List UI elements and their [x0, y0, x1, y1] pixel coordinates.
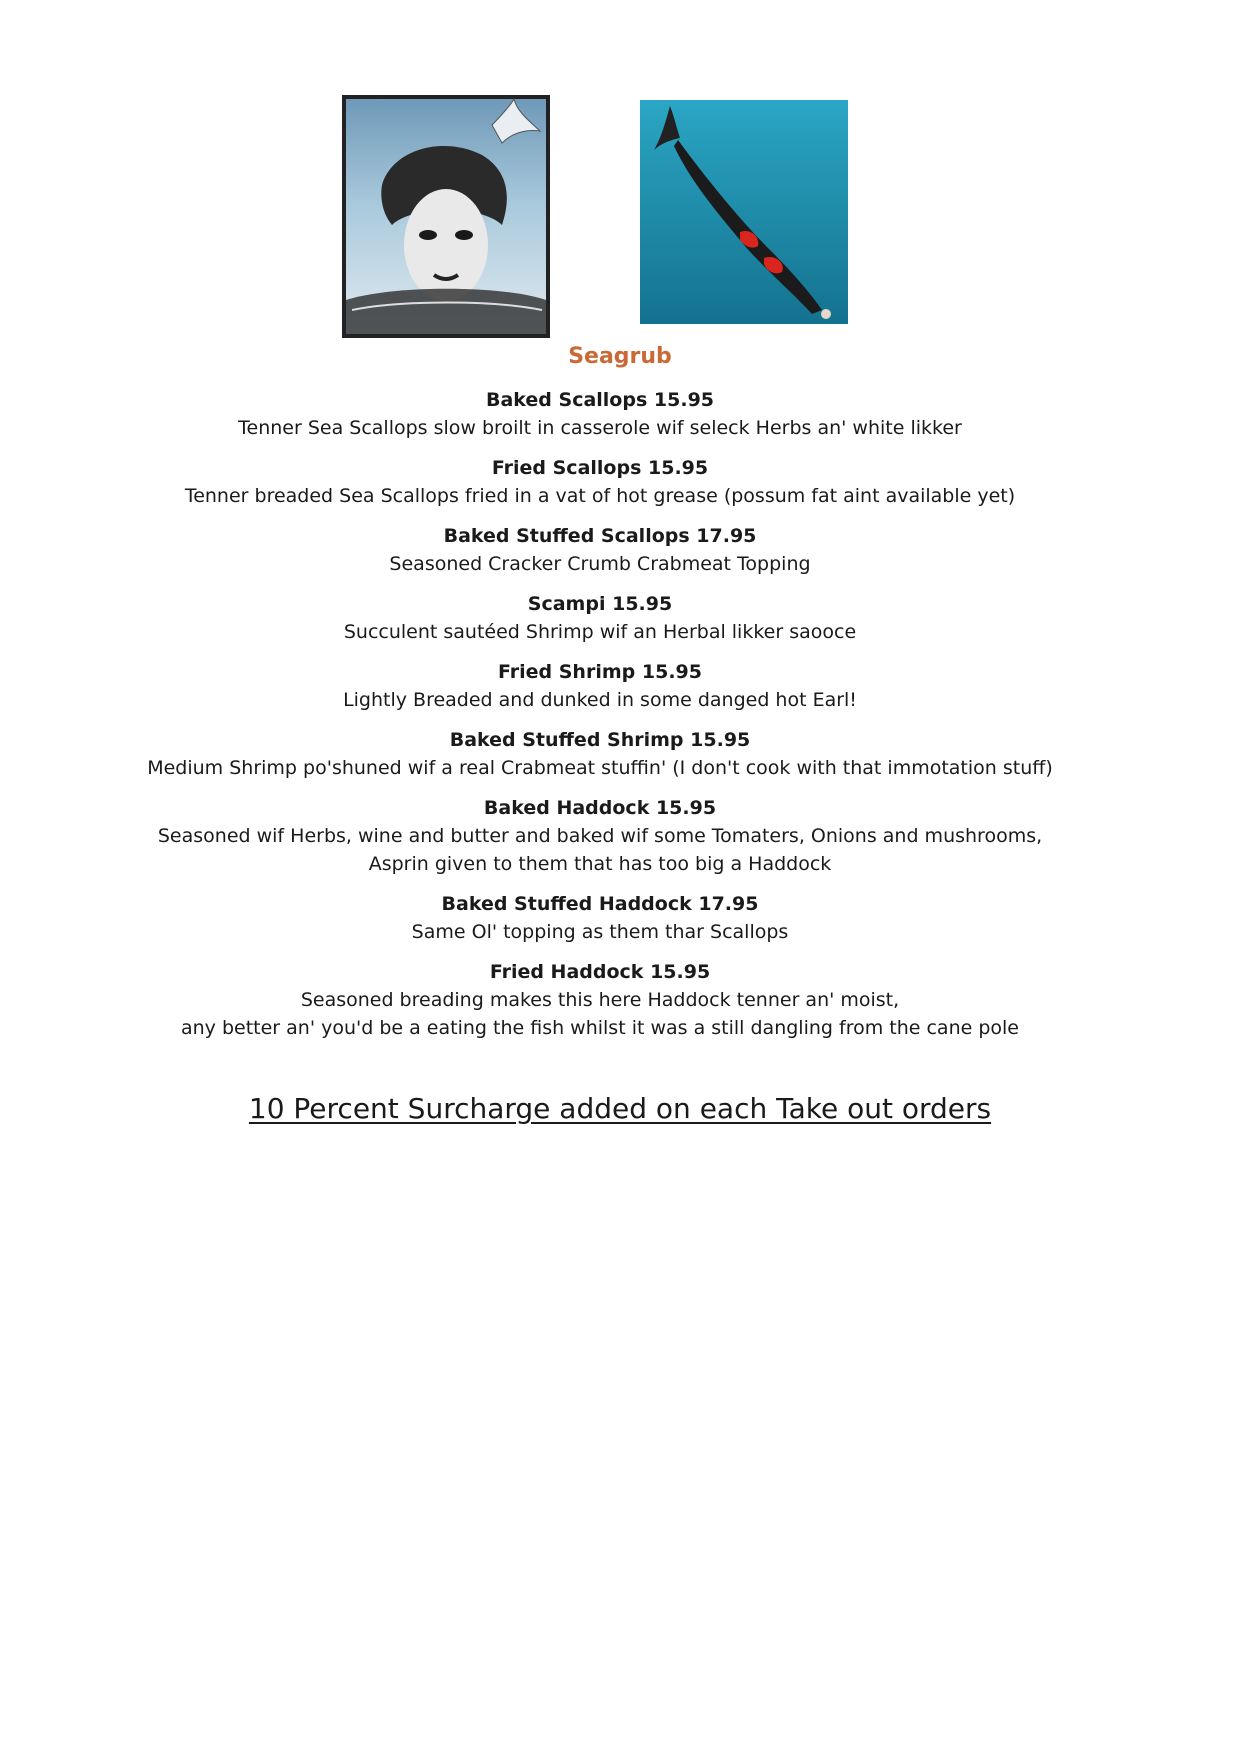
- item-heading: [60, 522, 1140, 550]
- item-price: 15.95: [641, 661, 702, 683]
- item-price: 15.95: [612, 593, 673, 615]
- menu-list: [60, 386, 1140, 1054]
- item-name: Baked Stuffed Scallops: [443, 525, 690, 547]
- item-heading: [60, 890, 1140, 918]
- item-description: Seasoned wif Herbs, wine and butter and baked wif some Tomaters, Onions and mushrooms,: [157, 825, 1043, 847]
- item-name: Baked Haddock: [483, 797, 650, 819]
- item-heading: [60, 958, 1140, 986]
- item-heading: [60, 658, 1140, 686]
- item-price: 15.95: [655, 797, 717, 819]
- item-heading: [60, 386, 1140, 414]
- item-price: 17.95: [698, 893, 759, 915]
- item-description: Medium Shrimp po'shuned wif a real Crabmeat stuffin' (I don't cook with that immotation stuff): [147, 757, 1053, 779]
- item-name: Baked Stuffed Shrimp: [449, 729, 684, 751]
- item-heading: [60, 590, 1140, 618]
- item-name: Fried Haddock: [489, 961, 644, 983]
- menu-item: [60, 590, 1140, 646]
- menu-item: [60, 522, 1140, 578]
- diving-mermaid-image: [640, 100, 848, 324]
- item-price: 17.95: [696, 525, 757, 547]
- takeout-surcharge-note: 10 Percent Surcharge added on each Take out orders: [248, 1092, 992, 1125]
- item-description: any better an' you'd be a eating the fish whilst it was a still dangling from the cane pole: [180, 1017, 1019, 1039]
- item-name: Baked Scallops: [485, 389, 648, 411]
- item-name: Fried Shrimp: [498, 661, 636, 683]
- item-heading: [60, 794, 1140, 822]
- item-description: Lightly Breaded and dunked in some danged hot Earl!: [343, 689, 857, 711]
- mermaid-portrait-image: [342, 95, 550, 338]
- item-price: 15.95: [650, 961, 711, 983]
- item-description: Seasoned Cracker Crumb Crabmeat Topping: [389, 553, 811, 575]
- menu-item: [60, 890, 1140, 946]
- item-price: 15.95: [653, 389, 715, 411]
- menu-item: [60, 958, 1140, 1042]
- item-description: Same Ol' topping as them thar Scallops: [411, 921, 789, 943]
- menu-item: [60, 386, 1140, 442]
- menu-item: [60, 658, 1140, 714]
- item-description: Tenner Sea Scallops slow broilt in casserole wif seleck Herbs an' white likker: [238, 417, 962, 439]
- item-description: Succulent sautéed Shrimp wif an Herbal likker saooce: [343, 621, 857, 643]
- menu-item: [60, 454, 1140, 510]
- menu-item: [60, 794, 1140, 878]
- item-description: Seasoned breading makes this here Haddock tenner an' moist,: [300, 989, 900, 1011]
- item-price: 15.95: [690, 729, 751, 751]
- item-price: 15.95: [648, 457, 709, 479]
- item-heading: [60, 726, 1140, 754]
- menu-item: [60, 726, 1140, 782]
- item-name: Scampi: [527, 593, 606, 615]
- item-name: Fried Scallops: [491, 457, 642, 479]
- item-description: Asprin given to them that has too big a Haddock: [368, 853, 832, 875]
- item-heading: [60, 454, 1140, 482]
- section-title: Seagrub: [568, 344, 672, 369]
- item-name: Baked Stuffed Haddock: [441, 893, 692, 915]
- item-description: Tenner breaded Sea Scallops fried in a vat of hot grease (possum fat aint available yet): [184, 485, 1016, 507]
